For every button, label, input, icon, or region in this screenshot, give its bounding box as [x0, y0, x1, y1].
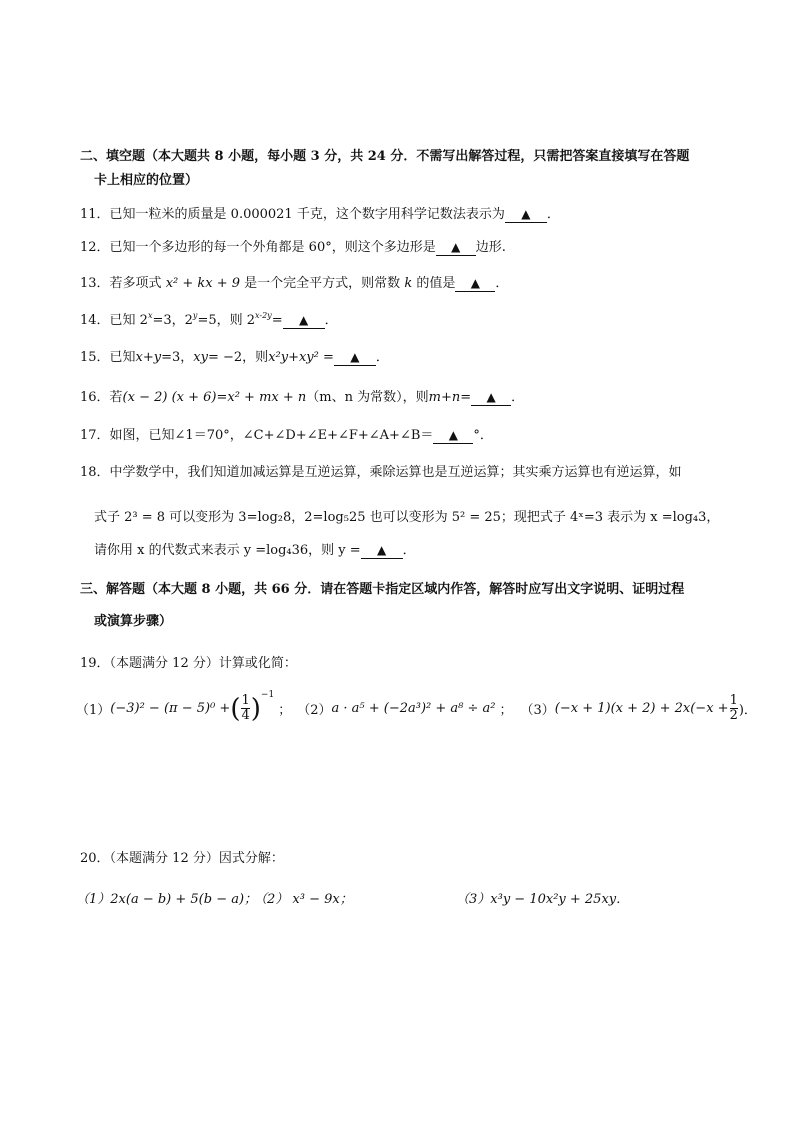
question-13-post: 的值是 [416, 276, 456, 291]
question-16-pre: 16．若 [80, 390, 123, 405]
question-17-text: 17．如图，已知∠1＝70°，∠C+∠D+∠E+∠F+∠A+∠B＝ [80, 428, 434, 443]
question-17 [80, 424, 493, 444]
question-20-part3 [456, 888, 629, 907]
question-16-ask: m+n [428, 390, 461, 405]
question-15-c: = [318, 350, 334, 365]
question-19-p3-end: )． [738, 703, 757, 718]
question-19-p1-expr: (−3)² − (π − 5)⁰ + [110, 701, 231, 716]
question-13-end: ． [495, 276, 509, 291]
blank-marker: ▲ [486, 390, 496, 404]
question-15-expr: x²y+xy² [268, 350, 319, 365]
question-11-text: 11．已知一粒米的质量是 0.000021 千克，这个数字用科学记数法表示为 [80, 207, 505, 222]
question-18-line2: 式子 2³ = 8 可以变形为 3=log₂8，2=log₅25 也可以变形为 5² = 25；现把式子 4ˣ=3 表示为 x =log₄3， [94, 510, 720, 525]
separator: ； [278, 703, 292, 718]
fraction-denominator: 4 [241, 708, 250, 723]
question-18-line3 [94, 539, 416, 559]
blank-marker: ▲ [350, 350, 360, 364]
blank-marker: ▲ [377, 543, 387, 557]
question-15-end: ． [375, 350, 389, 365]
question-13-pre: 13．若多项式 [80, 276, 162, 291]
question-20-part1 [76, 888, 257, 907]
question-14-a: =3，2 [152, 313, 193, 328]
section2-title-line1: 二、填空题（本大题共 8 小题，每小题 3 分，共 24 分．不需写出解答过程，只需把答案直接填写在答题 [80, 149, 690, 164]
question-13-k: k [404, 276, 413, 291]
question-15-cond1: x+y [135, 350, 162, 365]
question-15-pre: 15．已知 [80, 350, 136, 365]
section3-title-line1: 三、解答题（本大题 8 小题，共 66 分．请在答题卡指定区域内作答，解答时应写出文字说明、证明过程 [80, 582, 685, 597]
blank-marker: ▲ [521, 207, 531, 221]
question-19-title: 19．（本题满分 12 分）计算或化简： [80, 656, 297, 671]
part-label: （2） [297, 703, 332, 718]
fraction-numerator: 1 [241, 693, 250, 708]
exponent: x [147, 311, 153, 320]
fraction-denominator: 2 [729, 708, 738, 723]
answer-blank [433, 428, 473, 444]
exponent: x-2y [255, 311, 272, 320]
answer-blank [471, 390, 511, 406]
question-20-part2 [254, 888, 353, 907]
question-13-poly: x² + kx + 9 [165, 276, 241, 291]
part-label: （3） [520, 703, 555, 718]
question-12-text: 12．已知一个多边形的每一个外角都是 60°，则这个多边形是 [80, 240, 436, 255]
answer-blank [361, 543, 403, 559]
question-20-p2: （2） x³ − 9x； [254, 892, 353, 907]
question-15-b: = −2，则 [207, 350, 269, 365]
answer-blank [334, 350, 376, 366]
question-16 [80, 386, 524, 406]
question-19-p2-expr: a · a⁵ + (−2a³)² + a⁸ ÷ a² [331, 701, 496, 716]
question-18-line3-pre: 请你用 x 的代数式来表示 y =log₄36，则 y = [94, 543, 361, 558]
question-13 [80, 272, 508, 292]
answer-blank [283, 313, 325, 329]
question-13-mid: 是一个完全平方式，则常数 [244, 276, 401, 291]
section3-title-line2: 或演算步骤） [94, 614, 173, 629]
exponent: y [192, 311, 198, 320]
question-19-parts: （1） (−3)² − (π − 5)⁰ + ( $\frac{1}{4}$ ) −1 ； （2） a · a⁵ + (−2a³)² + a⁸ ÷ a² ； （3） (−x + 1)(x + 2) + 2x(−x + $\frac{1}{2}$ )． [76, 690, 757, 724]
question-11-end: ． [546, 207, 560, 222]
question-17-end: °． [473, 428, 493, 443]
question-14-c: = [271, 313, 283, 328]
fraction-numerator: 1 [729, 693, 738, 708]
question-20-p3: （3）x³y − 10x²y + 25xy． [456, 892, 630, 907]
question-16-mid: （m、n 为常数），则 [306, 390, 429, 405]
question-18-line1: 18．中学数学中，我们知道加减运算是互逆运算，乘除运算也是互逆运算；其实乘方运算也有逆运算，如 [80, 465, 682, 480]
blank-marker: ▲ [448, 428, 458, 442]
answer-blank [436, 240, 476, 256]
answer-blank [505, 207, 547, 223]
question-19-p3-expr: (−x + 1)(x + 2) + 2x(−x + [554, 701, 729, 716]
question-15-a: =3， [161, 350, 194, 365]
separator: ； [499, 703, 513, 718]
fraction [730, 694, 738, 723]
question-16-c: = [460, 390, 472, 405]
question-12 [80, 236, 506, 256]
question-14-end: ． [324, 313, 338, 328]
question-18-end: ． [402, 543, 416, 558]
question-16-expr: (x − 2) (x + 6)=x² + mx + n [122, 390, 307, 405]
blank-marker: ▲ [470, 276, 480, 290]
question-20-p1: （1）2x(a − b) + 5(b − a)； [76, 892, 258, 907]
question-12-end: 边形. [475, 240, 506, 255]
part-label: （1） [76, 703, 111, 718]
blank-marker: ▲ [451, 240, 461, 254]
section2-title-line2: 卡上相应的位置） [94, 173, 199, 188]
fraction [241, 694, 249, 723]
question-11 [80, 203, 560, 223]
question-14-pre: 14．已知 2 [80, 313, 148, 328]
question-15-cond2: xy [193, 350, 208, 365]
question-14-b: =5，则 2 [197, 313, 256, 328]
question-14 [80, 309, 338, 329]
answer-blank [455, 276, 495, 292]
exponent: −1 [260, 690, 275, 700]
blank-marker: ▲ [298, 313, 309, 327]
question-15 [80, 346, 389, 366]
question-20-title: 20．（本题满分 12 分）因式分解： [80, 851, 284, 866]
question-16-end: ． [511, 390, 525, 405]
